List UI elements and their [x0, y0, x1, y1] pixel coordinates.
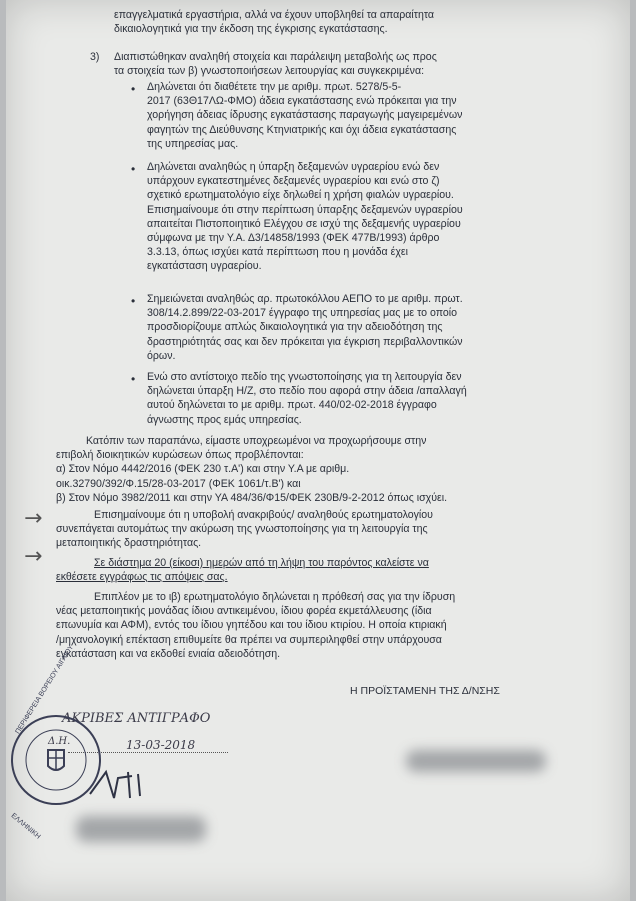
bullet-2-line: υπάρχουν εγκατεστημένες δεξαμενές υγραερίου και ενώ στο ζ)	[147, 175, 440, 188]
intro-line-1: επαγγελματικά εργαστήρια, αλλά να έχουν υποβληθεί τα απαραίτητα	[114, 9, 434, 21]
signature-title: Η ΠΡΟΪΣΤΑΜΕΝΗ ΤΗΣ Δ/ΝΣΗΣ	[350, 685, 500, 697]
bullet-3-line: όρων.	[147, 349, 176, 362]
handwritten-arrow-icon: →	[24, 506, 43, 531]
redacted-signer	[76, 816, 206, 842]
bullet-4-line: αυτού δηλώνεται το με αριθμ. πρωτ. 440/02-02-2018 έγγραφο	[147, 399, 437, 412]
bullet-4-line: δηλώνεται ύπαρξη Η/Ζ, στο πεδίο που αφορά στην άδεια /απαλλαγή	[147, 385, 467, 398]
bullet-3-line: 308/14.2.899/22-03-2017 έγγραφο της υπηρεσίας μας με το οποίο	[147, 307, 457, 320]
item-3-line-2: τα στοιχεία των β) γνωστοποιήσεων λειτουργίας και συγκεκριμένα:	[114, 65, 425, 78]
bullet-4-line: Ενώ στο αντίστοιχο πεδίο της γνωστοποίησης για τη λειτουργία δεν	[147, 371, 462, 383]
stamp-prefix: Δ.Η.	[48, 736, 71, 747]
document-page	[6, 0, 630, 901]
bullet-item-1	[147, 80, 567, 151]
deadline-paragraph	[56, 556, 596, 584]
deadline-line: Σε διάστημα 20 (είκοσι) ημερών από τη λήψη του παρόντος καλείστε να	[94, 557, 429, 569]
handwritten-arrow-icon: →	[24, 544, 43, 569]
bullet-2-line: Δηλώνεται αναληθώς η ύπαρξη δεξαμενών υγραερίου ενώ δεν	[147, 161, 440, 173]
bullet-item-3	[147, 292, 567, 363]
handwritten-signature-icon	[84, 764, 154, 804]
bullet-2-line: απαιτείται Πιστοποιητικό Ελέγχου σε ισχύ της δεξαμενής υγραερίου	[147, 217, 461, 230]
redacted-name	[406, 750, 546, 772]
bullet-marker: •	[131, 162, 136, 176]
sanctions-line: επιβολή διοικητικών κυρώσεων όπως προβλέπονται:	[56, 449, 304, 462]
warning-line: συνεπάγεται αυτομάτως την ακύρωση της γνωστοποίησης για τη λειτουργία της	[56, 523, 428, 536]
expansion-line: επωνυμία και ΑΦΜ), εντός του ίδιου γηπέδου και του ίδιου κτιρίου. Η οποία κτιριακή	[56, 619, 447, 632]
expansion-line: /μηχανολογική επέκταση επιθυμείτε θα πρέπει να συμπεριληφθεί στην υπάρχουσα	[56, 633, 442, 646]
expansion-paragraph	[56, 590, 596, 661]
bullet-1-line: φαγητών της Διεύθυνσης Κτηνιατρικής και όχι άδεια εγκατάστασης	[147, 123, 457, 136]
bullet-item-4	[147, 370, 567, 427]
warning-line: Επισημαίνουμε ότι η υποβολή ανακριβούς/ αναληθούς ερωτηματολογίου	[94, 509, 433, 521]
bullet-1-line: χορήγηση άδειας ίδρυσης εγκατάστασης παραγωγής μαγειρεμένων	[147, 109, 463, 122]
expansion-line: εγκατάσταση και να εκδοθεί ενιαία αδειοδότηση.	[56, 647, 281, 660]
stamp-label: ΑΚΡΙΒΕΣ ΑΝΤΙΓΡΑΦΟ	[62, 711, 211, 726]
sanctions-line: β) Στον Νόμο 3982/2011 και στην ΥΑ 484/36/Φ15/ΦΕΚ 230Β/9-2-2012 όπως ισχύει.	[56, 491, 448, 504]
bullet-marker: •	[131, 82, 136, 96]
stamp-date: 13-03-2018	[126, 738, 196, 752]
bullet-3-line: προσδιορίζουμε απλώς δικαιολογητικά για την αδειοδότηση της	[147, 321, 443, 334]
sanctions-paragraph	[56, 434, 596, 505]
sanctions-line: α) Στον Νόμο 4442/2016 (ΦΕΚ 230 τ.Α') και στην Υ.Α με αριθμ.	[56, 463, 350, 476]
bullet-2-line: σύμφωνα με την Υ.Α. Δ3/14858/1993 (ΦΕΚ 477Β/1993) άρθρο	[147, 232, 440, 245]
sanctions-line: οικ.32790/392/Φ.15/28-03-2017 (ΦΕΚ 1061/τ.Β') και	[56, 477, 301, 490]
bullet-4-line: άγνωστης προς εμάς υπηρεσίας.	[147, 413, 302, 426]
bullet-marker: •	[131, 372, 136, 386]
bullet-3-line: δραστηριότητάς σας και δεν πρόκειται για έγκριση περιβαλλοντικών	[147, 335, 463, 348]
bullet-2-line: Επισημαίνουμε ότι στην περίπτωση ύπαρξης δεξαμενών υγραερίου	[147, 203, 463, 216]
expansion-line: νέας μεταποιητικής μονάδας ίδιου αντικειμένου, ίδιου φορέα εκμετάλλευσης (ίδια	[56, 605, 432, 618]
item-3-paragraph	[114, 50, 534, 78]
bullet-2-line: 3.3.13, όπως ισχύει κατά περίπτωση που η μονάδα έχει	[147, 246, 408, 259]
deadline-line: εκθέσετε εγγράφως τις απόψεις σας.	[56, 571, 228, 584]
bullet-2-line: εγκατάσταση υγραερίου.	[147, 260, 262, 273]
seal-text: ΠΕΡΙΦΕΡΕΙΑ ΒΟΡΕΙΟΥ ΑΙΓΑΙΟΥ	[14, 644, 76, 736]
sanctions-line: Κατόπιν των παραπάνω, είμαστε υποχρεωμένοι να προχωρήσουμε στην	[86, 435, 427, 447]
intro-line-2: δικαιολογητικά για την έκδοση της έγκρισης εγκατάστασης.	[114, 23, 388, 36]
bullet-2-line: σχετικό ερωτηματολόγιο είχε δηλωθεί η χρήση φιαλών υγραερίου.	[147, 189, 454, 202]
warning-line: μεταποιητικής δραστηριότητας.	[56, 537, 202, 550]
bullet-item-2	[147, 160, 567, 274]
intro-paragraph	[114, 8, 516, 36]
item-3-line-1: Διαπιστώθηκαν αναληθή στοιχεία και παράλειψη μεταβολής ως προς	[114, 51, 437, 63]
bullet-1-line: 2017 (63Θ17ΛΩ-ΦΜΟ) άδεια εγκατάστασης ενώ πρόκειται για την	[147, 95, 457, 108]
seal-text-lower: ΕΛΛΗΝΙΚΗ	[9, 812, 42, 841]
bullet-marker: •	[131, 294, 136, 308]
bullet-1-line: Δηλώνεται ότι διαθέτετε την με αριθμ. πρωτ. 5278/5-5-	[147, 81, 402, 93]
bullet-3-line: Σημειώνεται αναληθώς αρ. πρωτοκόλλου ΑΕΠΟ το με αριθμ. πρωτ.	[147, 293, 463, 305]
expansion-line: Επιπλέον με το ιβ) ερωτηματολόγιο δηλώνεται η πρόθεσή σας για την ίδρυση	[94, 591, 456, 603]
item-3-number: 3)	[90, 51, 100, 63]
bullet-1-line: της υπηρεσίας μας.	[147, 137, 239, 150]
warning-paragraph	[56, 508, 596, 551]
